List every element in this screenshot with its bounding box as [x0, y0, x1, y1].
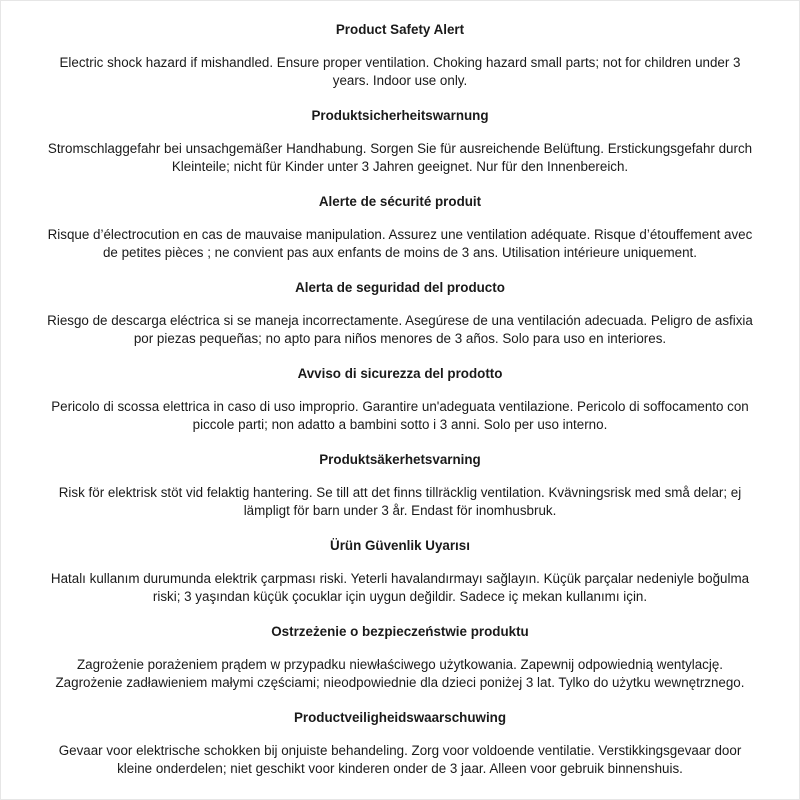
alert-text-line: Hatalı kullanım durumunda elektrik çarpması riski. Yeterli havalandırmayı sağlayın. Küçük parçalar nedeniyle boğulma: [50, 571, 750, 586]
alert-text-line: por piezas pequeñas; no apto para niños menores de 3 años. Solo para uso en interiores.: [133, 331, 667, 346]
alert-text-line: piccole parti; non adatto a bambini sotto i 3 anni. Solo per uso interno.: [192, 417, 608, 432]
alert-text: [23, 226, 777, 262]
alert-heading: Alerta de seguridad del producto: [295, 280, 505, 295]
alert-text-line: kleine onderdelen; niet geschikt voor kinderen onder de 3 jaar. Alleen voor gebruik binnenshuis.: [117, 761, 683, 776]
alert-text-line: riski; 3 yaşından küçük çocuklar için uygun değildir. Sadece iç mekan kullanımı için.: [152, 589, 648, 604]
alert-text-line: Riesgo de descarga eléctrica si se maneja incorrectamente. Asegúrese de una ventilación adecuada. Peligro de asfixia: [47, 313, 753, 328]
alert-section-polish: [23, 623, 777, 709]
alert-section-italian: [23, 365, 777, 451]
alert-section-swedish: [23, 451, 777, 537]
alert-heading: Produktsäkerhetsvarning: [319, 452, 481, 467]
alert-section-french: [23, 193, 777, 279]
alert-text-line: Pericolo di scossa elettrica in caso di uso improprio. Garantire un'adeguata ventilazione. Pericolo di soffocamento con: [51, 399, 749, 414]
alert-section-dutch: [23, 709, 777, 795]
alert-heading: Avviso di sicurezza del prodotto: [297, 366, 503, 381]
alert-text: [23, 140, 777, 176]
alert-text-line: Zagrożenie zadławieniem małymi częściami; nieodpowiednie dla dzieci poniżej 3 lat. Tylko do użytku wewnętrznego.: [55, 675, 745, 690]
alert-text-line: Risque d’électrocution en cas de mauvaise manipulation. Assurez une ventilation adéquate. Risque d’étouffement avec: [47, 227, 753, 242]
alert-text-line: Electric shock hazard if mishandled. Ensure proper ventilation. Choking hazard small parts; not for children under 3: [59, 55, 741, 70]
alert-section-turkish: [23, 537, 777, 623]
alert-text: [23, 54, 777, 90]
alert-section-english: [23, 21, 777, 107]
alert-heading: Produktsicherheitswarnung: [311, 108, 489, 123]
alert-text: [23, 398, 777, 434]
alert-heading: Ürün Güvenlik Uyarısı: [330, 538, 470, 553]
alert-text: [23, 656, 777, 692]
alert-text-line: Kleinteile; nicht für Kinder unter 3 Jahren geeignet. Nur für den Innenbereich.: [171, 159, 629, 174]
alert-text-line: Stromschlaggefahr bei unsachgemäßer Handhabung. Sorgen Sie für ausreichende Belüftung. Erstickungsgefahr durch: [47, 141, 753, 156]
alert-text-line: de petites pièces ; ne convient pas aux enfants de moins de 3 ans. Utilisation intérieure uniquement.: [102, 245, 697, 260]
alert-text: [23, 484, 777, 520]
alert-text: [23, 570, 777, 606]
alert-section-german: [23, 107, 777, 193]
alert-heading: Productveiligheidswaarschuwing: [293, 710, 507, 725]
alert-heading: Product Safety Alert: [335, 22, 465, 37]
alert-text-line: Risk för elektrisk stöt vid felaktig hantering. Se till att det finns tillräcklig ventilation. Kvävningsrisk med små delar; ej: [58, 485, 742, 500]
alert-text-line: Gevaar voor elektrische schokken bij onjuiste behandeling. Zorg voor voldoende ventilatie. Verstikkingsgevaar door: [58, 743, 742, 758]
alert-heading: Alerte de sécurité produit: [318, 194, 482, 209]
alert-text: [23, 742, 777, 778]
alert-text-line: years. Indoor use only.: [332, 73, 468, 88]
alert-text: [23, 312, 777, 348]
alert-text-line: Zagrożenie porażeniem prądem w przypadku niewłaściwego użytkowania. Zapewnij odpowiednią wentylację.: [76, 657, 724, 672]
alert-text-line: lämpligt för barn under 3 år. Endast för inomhusbruk.: [243, 503, 557, 518]
alert-section-spanish: [23, 279, 777, 365]
alert-heading: Ostrzeżenie o bezpieczeństwie produktu: [271, 624, 529, 639]
